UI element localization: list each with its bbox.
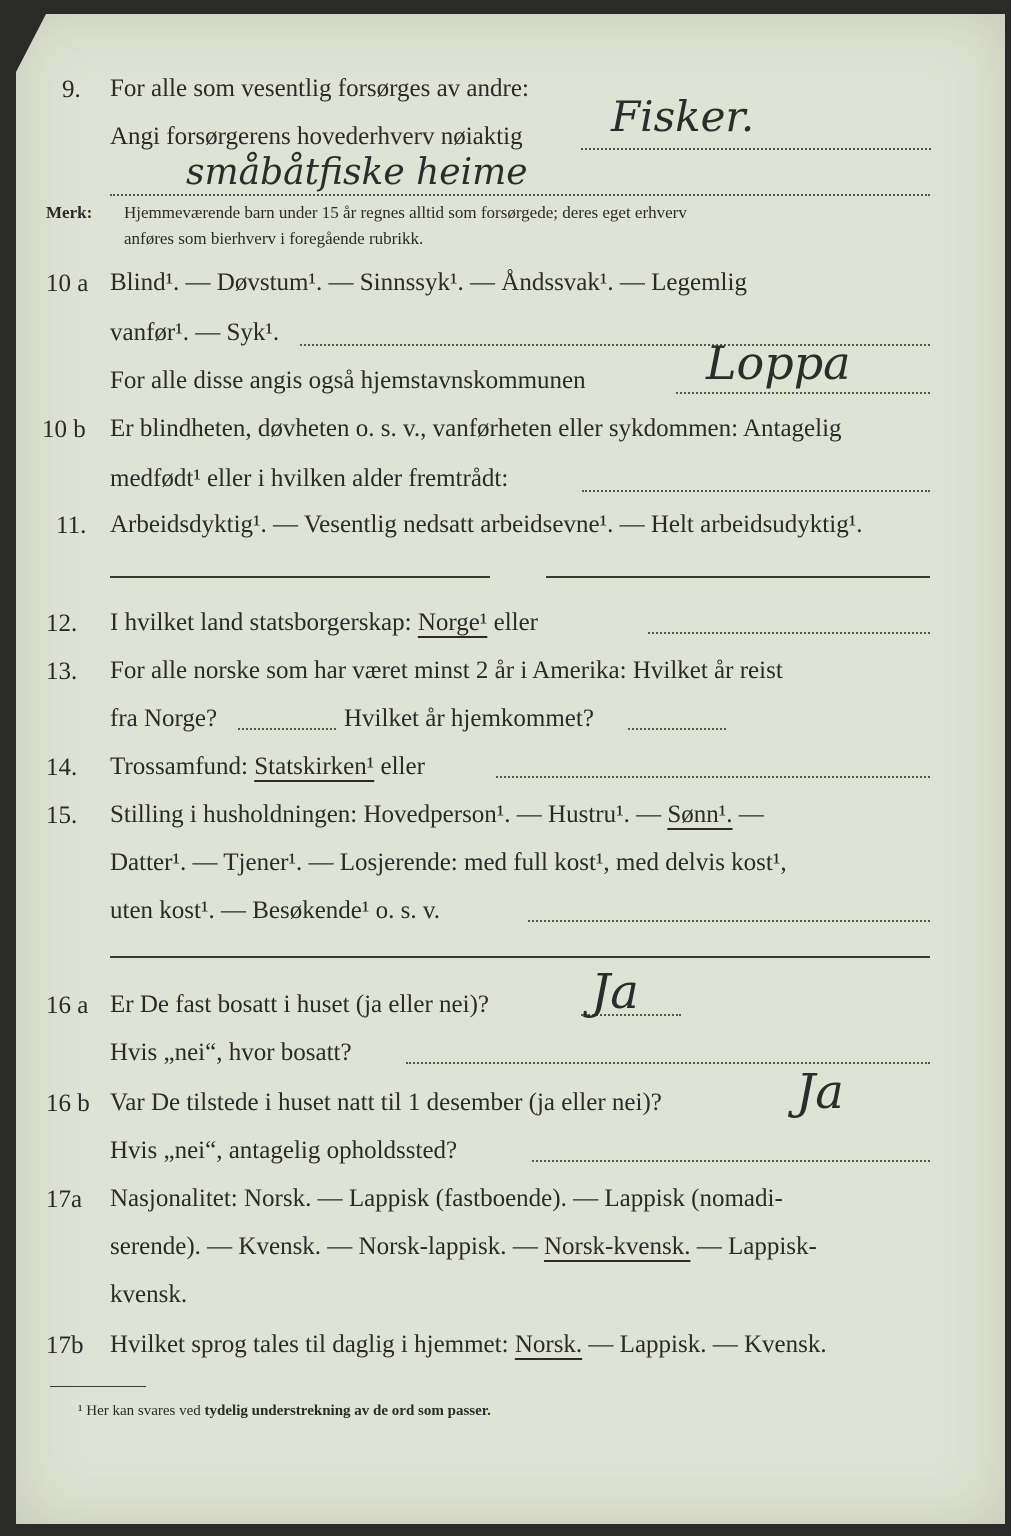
footnote-text-b: tydelig understrekning av de ord som passer. [204, 1403, 491, 1419]
q16b-handwritten-answer: Ja [796, 1064, 844, 1120]
q10a-line1: Blind¹. — Døvstum¹. — Sinnssyk¹. — Åndssvak¹. — Legemlig [110, 269, 747, 296]
q16b-line2: Hvis „nei“, antagelig opholdssted? [110, 1137, 458, 1164]
q13-line2a: fra Norge? [110, 705, 218, 732]
q17a-line2 [110, 1234, 817, 1259]
q10a-handwritten-answer: Loppa [706, 336, 851, 390]
q10a-line2: vanfør¹. — Syk¹. [110, 319, 280, 346]
q9-line1: For alle som vesentlig forsørges av andre: [110, 75, 529, 102]
footnote-text-a: Her kan svares ved [86, 1403, 201, 1419]
q10b-line2: medfødt¹ eller i hvilken alder fremtrådt: [110, 465, 509, 492]
q17a-number: 17a [46, 1186, 83, 1213]
census-form-page [16, 14, 1005, 1524]
footnote-mark: ¹ [78, 1403, 83, 1419]
q13-reist-line [238, 728, 336, 730]
q15-sonn: Sønn¹. [667, 801, 733, 828]
q17b-prefix: Hvilket sprog tales til daglig i hjemmet: [110, 1331, 509, 1358]
q17b-suffix: — Lappisk. — Kvensk. [588, 1331, 827, 1358]
q15-line1b: — [738, 801, 764, 828]
q17a-line3: kvensk. [110, 1281, 188, 1308]
q17a-line2b: — Lappisk- [696, 1233, 817, 1260]
q9-answer-line [581, 148, 931, 150]
q11-rule-left [110, 576, 490, 578]
q16b-number: 16 b [46, 1090, 90, 1117]
q9-handwritten-answer1: Fisker. [611, 92, 755, 141]
merk-line2: anføres som bierhverv i foregående rubrikk. [124, 229, 424, 248]
q12-line [110, 610, 538, 635]
merk-line1: Hjemmeværende barn under 15 år regnes alltid som forsørgede; deres eget erhverv [124, 203, 687, 222]
q15-answer-line [528, 920, 930, 922]
q12-prefix: I hvilket land statsborgerskap: [110, 609, 412, 636]
q9-handwritten-answer2: småbåtfiske heime [186, 152, 528, 193]
q17b-norsk: Norsk. [514, 1331, 583, 1358]
q16b-line1: Var De tilstede i huset natt til 1 desember (ja eller nei)? [110, 1089, 662, 1116]
q11-rule-right [546, 576, 930, 578]
q17a-norskkvensk: Norsk-kvensk. [543, 1233, 691, 1260]
q13-line1: For alle norske som har været minst 2 år i Amerika: Hvilket år reist [110, 657, 783, 684]
q17b-line [110, 1332, 827, 1357]
q14-statskirken: Statskirken¹ [254, 753, 375, 780]
q12-answer-line [648, 632, 930, 634]
q14-prefix: Trossamfund: [110, 753, 248, 780]
footnote [78, 1404, 491, 1419]
q15-line3: uten kost¹. — Besøkende¹ o. s. v. [110, 897, 441, 924]
q10a-number: 10 a [46, 270, 89, 297]
q13-hjem-line [628, 728, 726, 730]
q15-number: 15. [46, 802, 78, 829]
q15-line1a: Stilling i husholdningen: Hovedperson¹. — Hustru¹. — [110, 801, 662, 828]
q10b-number: 10 b [42, 416, 86, 443]
q14-line [110, 754, 425, 779]
q12-number: 12. [46, 610, 78, 637]
q17a-line1: Nasjonalitet: Norsk. — Lappisk (fastboende). — Lappisk (nomadi- [110, 1185, 783, 1212]
q12-suffix: eller [493, 609, 539, 636]
q15-line2: Datter¹. — Tjener¹. — Losjerende: med full kost¹, med delvis kost¹, [110, 849, 787, 876]
q10b-answer-line [582, 490, 930, 492]
q10a-line3: For alle disse angis også hjemstavnskommunen [110, 367, 586, 394]
q16a-handwritten-answer: Ja [591, 964, 639, 1020]
q9-answer-line2 [110, 194, 930, 196]
q9-number: 9. [62, 76, 81, 103]
q16a-number: 16 a [46, 992, 89, 1019]
q16b-opphold-line [532, 1160, 930, 1162]
q10a-kommune-line [676, 392, 930, 394]
q11-number: 11. [56, 512, 87, 539]
q13-line2b: Hvilket år hjemkommet? [344, 705, 594, 732]
q11-line1: Arbeidsdyktig¹. — Vesentlig nedsatt arbeidsevne¹. — Helt arbeidsudyktig¹. [110, 511, 863, 538]
q14-suffix: eller [380, 753, 425, 780]
merk-label: Merk: [46, 203, 93, 222]
q14-answer-line [496, 776, 930, 778]
q12-norge: Norge¹ [417, 609, 488, 636]
q16a-bosatt-line [406, 1062, 930, 1064]
q10b-line1: Er blindheten, døvheten o. s. v., vanførheten eller sykdommen: Antagelig [110, 415, 842, 442]
q16a-line1: Er De fast bosatt i huset (ja eller nei)? [110, 991, 490, 1018]
q16a-line2: Hvis „nei“, hvor bosatt? [110, 1039, 352, 1066]
q17b-number: 17b [46, 1332, 84, 1359]
q15-line1 [110, 802, 764, 827]
q13-number: 13. [46, 658, 78, 685]
q9-line2: Angi forsørgerens hovederhverv nøiaktig [110, 123, 523, 150]
footnote-rule [50, 1386, 146, 1387]
torn-corner [16, 14, 46, 72]
q14-number: 14. [46, 754, 78, 781]
q17a-line2a: serende). — Kvensk. — Norsk-lappisk. — [110, 1233, 538, 1260]
q15-rule [110, 956, 930, 958]
